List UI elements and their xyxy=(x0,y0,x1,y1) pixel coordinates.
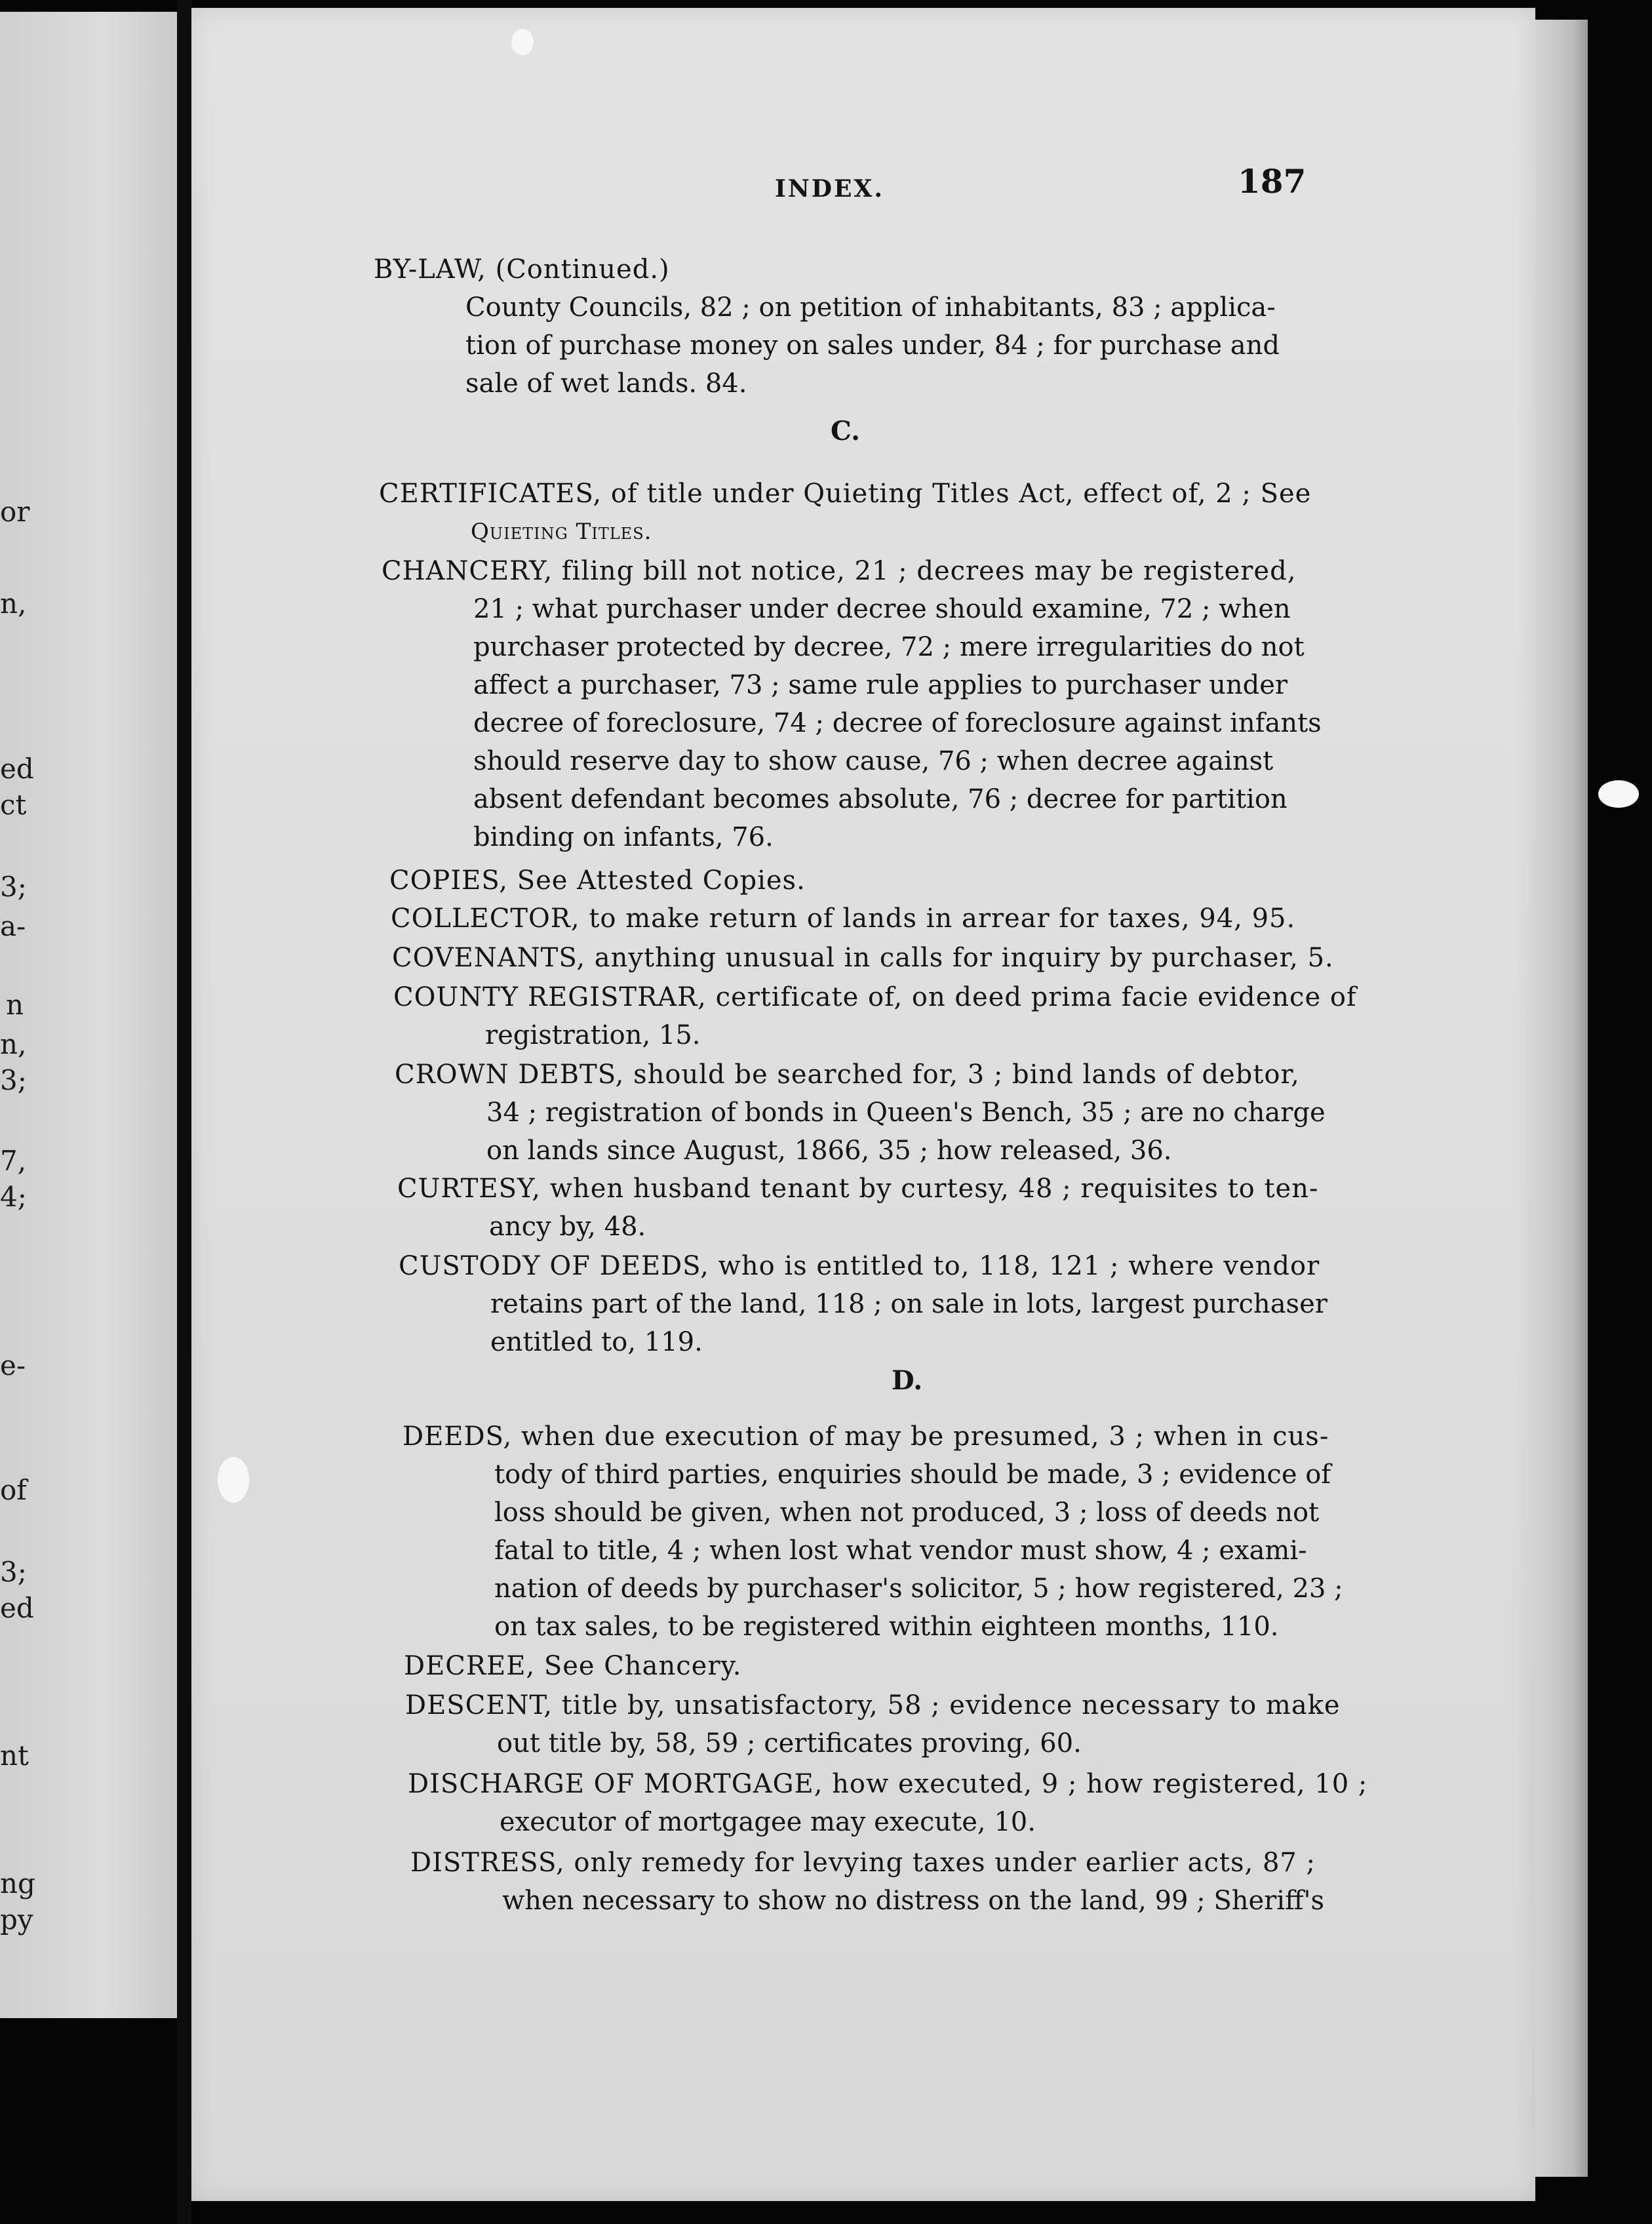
entry-heading: CROWN DEBTS, should be searched for, 3 ; bind lands of debtor, xyxy=(395,1060,1300,1090)
index-entry-deeds xyxy=(403,1418,1343,1646)
index-entry-collector xyxy=(391,900,1295,938)
entry-heading: COUNTY REGISTRAR, certificate of, on deed prima facie evidence of xyxy=(393,982,1357,1012)
left-fragment: a- xyxy=(0,910,26,942)
left-fragment: nt xyxy=(0,1739,29,1772)
entry-heading: COVENANTS, anything unusual in calls for inquiry by purchaser, 5. xyxy=(392,943,1334,973)
running-header: INDEX. xyxy=(775,175,884,203)
page-number: 187 xyxy=(1238,162,1307,201)
entry-heading: COPIES, See Attested Copies. xyxy=(389,865,806,896)
entry-heading: CURTESY, when husband tenant by curtesy, 48 ; requisites to ten- xyxy=(397,1174,1319,1204)
entry-line: sale of wet lands. 84. xyxy=(465,368,747,399)
entry-line: should reserve day to show cause, 76 ; when decree against xyxy=(473,746,1274,776)
left-fragment: e- xyxy=(0,1349,26,1381)
index-entry-chancery xyxy=(382,552,1322,856)
entry-line: tody of third parties, enquiries should be made, 3 ; evidence of xyxy=(494,1460,1331,1490)
entry-line: when necessary to show no distress on the land, 99 ; Sheriff's xyxy=(502,1886,1325,1916)
index-entry-discharge-of-mortgage xyxy=(408,1765,1367,1841)
book-gutter xyxy=(177,0,191,2224)
entry-heading: DESCENT, title by, unsatisfactory, 58 ; evidence necessary to make xyxy=(405,1690,1341,1720)
entry-line: 21 ; what purchaser under decree should examine, 72 ; when xyxy=(473,594,1291,624)
left-fragment: n, xyxy=(0,587,27,620)
entry-line: affect a purchaser, 73 ; same rule applies to purchaser under xyxy=(473,670,1288,700)
left-fragment: 4; xyxy=(0,1181,27,1213)
entry-line: nation of deeds by purchaser's solicitor, 5 ; how registered, 23 ; xyxy=(494,1574,1343,1604)
entry-heading: BY-LAW, (Continued.) xyxy=(374,254,670,285)
entry-line: loss should be given, when not produced, 3 ; loss of deeds not xyxy=(494,1498,1320,1528)
entry-heading: DECREE, See Chancery. xyxy=(404,1651,742,1681)
left-fragment: ct xyxy=(0,789,27,821)
index-page xyxy=(191,8,1535,2201)
entry-heading: DISTRESS, only remedy for levying taxes under earlier acts, 87 ; xyxy=(410,1848,1316,1878)
entry-line: 34 ; registration of bonds in Queen's Bench, 35 ; are no charge xyxy=(486,1098,1326,1128)
entry-heading: DEEDS, when due execution of may be presumed, 3 ; when in cus- xyxy=(403,1421,1329,1452)
entry-heading: DISCHARGE OF MORTGAGE, how executed, 9 ; how registered, 10 ; xyxy=(408,1769,1368,1799)
page-edge xyxy=(1535,20,1588,2177)
left-fragment: or xyxy=(0,496,30,528)
index-entry-covenants xyxy=(392,939,1334,977)
left-fragment: n xyxy=(5,989,24,1021)
entry-line: fatal to title, 4 ; when lost what vendor must show, 4 ; exami- xyxy=(494,1536,1307,1566)
index-entry-county-registrar xyxy=(393,978,1357,1054)
left-fragment: ng xyxy=(0,1867,35,1899)
left-fragment: 7, xyxy=(0,1145,27,1177)
index-entry-custody-of-deeds xyxy=(399,1247,1328,1361)
index-entry-distress xyxy=(410,1844,1324,1920)
scan-speck xyxy=(511,29,534,55)
left-fragment: py xyxy=(0,1903,33,1936)
entry-line: decree of foreclosure, 74 ; decree of foreclosure against infants xyxy=(473,708,1322,738)
scan-speck xyxy=(218,1457,249,1503)
index-entry-certificates xyxy=(379,475,1311,551)
left-fragment: n, xyxy=(0,1028,27,1060)
index-entry-crown-debts xyxy=(395,1056,1326,1170)
entry-line: entitled to, 119. xyxy=(490,1327,703,1357)
entry-line: on tax sales, to be registered within eighteen months, 110. xyxy=(494,1612,1279,1642)
entry-heading: CHANCERY, filing bill not notice, 21 ; decrees may be registered, xyxy=(382,556,1297,586)
entry-line: County Councils, 82 ; on petition of inhabitants, 83 ; applica- xyxy=(465,292,1276,323)
left-fragment: ed xyxy=(0,753,34,785)
left-fragment: 3; xyxy=(0,1064,27,1096)
section-letter-c: C. xyxy=(831,416,861,447)
entry-line: Quieting Titles. xyxy=(471,519,652,545)
entry-line: purchaser protected by decree, 72 ; mere irregularities do not xyxy=(473,632,1305,662)
index-entry-curtesy xyxy=(397,1170,1318,1246)
entry-line: absent defendant becomes absolute, 76 ; decree for partition xyxy=(473,784,1288,814)
entry-line: ancy by, 48. xyxy=(489,1212,646,1242)
section-letter-d: D. xyxy=(892,1365,923,1396)
entry-line: tion of purchase money on sales under, 84 ; for purchase and xyxy=(465,330,1280,361)
left-fragment: 3; xyxy=(0,1556,27,1588)
left-fragment: of xyxy=(0,1474,27,1506)
entry-line: on lands since August, 1866, 35 ; how released, 36. xyxy=(486,1136,1172,1166)
left-fragment: 3; xyxy=(0,871,27,903)
left-fragment: ed xyxy=(0,1592,34,1624)
entry-heading: CERTIFICATES, of title under Quieting Titles Act, effect of, 2 ; See xyxy=(379,479,1312,509)
scan-speck xyxy=(1598,780,1639,808)
entry-line: retains part of the land, 118 ; on sale in lots, largest purchaser xyxy=(490,1289,1328,1319)
entry-line: registration, 15. xyxy=(485,1020,701,1050)
entry-heading: CUSTODY OF DEEDS, who is entitled to, 118, 121 ; where vendor xyxy=(399,1251,1320,1281)
entry-line: executor of mortgagee may execute, 10. xyxy=(500,1807,1036,1837)
entry-heading: COLLECTOR, to make return of lands in arrear for taxes, 94, 95. xyxy=(391,904,1296,934)
index-entry-descent xyxy=(405,1686,1341,1762)
entry-line: binding on infants, 76. xyxy=(473,822,774,852)
index-entry-bylaw xyxy=(374,250,1280,403)
entry-line: out title by, 58, 59 ; certificates proving, 60. xyxy=(497,1728,1082,1758)
index-entry-copies xyxy=(389,862,806,900)
left-facing-page xyxy=(0,12,177,2018)
index-entry-decree xyxy=(404,1647,741,1685)
